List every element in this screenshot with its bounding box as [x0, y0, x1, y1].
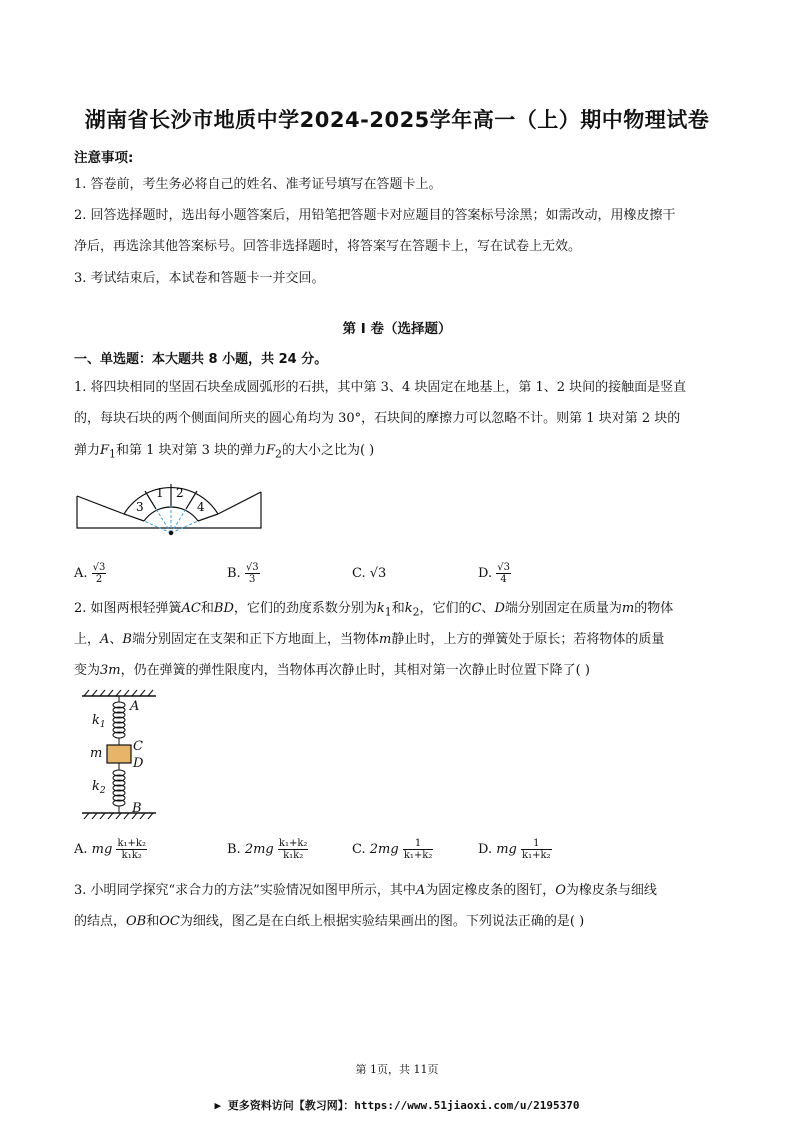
q2-label-A: A [130, 699, 140, 714]
q2-label-B: B [132, 801, 142, 816]
q2-label-m: m [90, 746, 103, 761]
q1-line-1: 1. 将四块相同的坚固石块垒成圆弧形的石拱，其中第 3、4 块固定在地基上，第 1、2 块间的接触面是竖直 [74, 380, 687, 395]
q1-option-d[interactable]: D. $\frac{√3}{4}$ [478, 562, 510, 585]
notice-item-2-cont: 净后，再选涂其他答案标号。回答非选择题时，将答案写在答题卡上，写在试卷上无效。 [74, 239, 582, 254]
section-heading: 第 I 卷（选择题） [342, 321, 452, 337]
page-footer: 第 1页，共 11页 [355, 1063, 439, 1076]
q3-line-1: 3. 小明同学探究“求合力的方法”实验情况如图甲所示，其中A为固定橡皮条的图钉，O为橡皮条与细线 [74, 883, 657, 898]
q1-option-c[interactable]: C. √3 [352, 566, 387, 581]
q2-label-k2: $k_2$ [92, 779, 106, 796]
q3-line-2: 的结点，OB和OC为细线，图乙是在白纸上根据实验结果画出的图。下列说法正确的是( ) [74, 914, 585, 929]
q2-spring-k2 [113, 763, 125, 813]
q2-spring-k1 [113, 696, 125, 745]
q1-label-1: 1 [156, 486, 164, 500]
q1-arch-inner [144, 507, 198, 521]
q2-label-k1: $k_1$ [92, 713, 106, 730]
q1-label-4: 4 [197, 500, 205, 514]
part-heading: 一、单选题：本大题共 8 小题，共 24 分。 [74, 352, 328, 367]
q1-option-b[interactable]: B. $\frac{√3}{3}$ [227, 562, 259, 585]
q2-line-2: 上，A、B端分别固定在支架和正下方地面上，当物体m静止时，上方的弹簧处于原长；若将物体的质量 [74, 632, 665, 647]
q1-arch-figure [74, 478, 264, 540]
q2-spring-figure [78, 688, 164, 824]
q2-option-b[interactable]: B. 2mg $\frac{\text{k₁+k₂}}{\text{k₁k₂}}$ [227, 838, 308, 861]
q1-line-2: 的，每块石块的两个侧面间所夹的圆心角均为 30°，石块间的摩擦力可以忽略不计。则第 1 块对第 2 块的 [74, 411, 681, 426]
notice-item-3: 3. 考试结束后，本试卷和答题卡一并交回。 [74, 271, 325, 286]
q2-option-a[interactable]: A. mg $\frac{\text{k₁+k₂}}{\text{k₁k₂}}$ [74, 838, 146, 861]
q1-line-3: 弹力$F_1$和第 1 块对第 3 块的弹力$F_2$的大小之比为( ) [74, 443, 375, 461]
q1-center-dot [169, 531, 173, 535]
q2-option-d[interactable]: D. mg $\frac{1}{\text{k₁+k₂}}$ [478, 838, 551, 861]
q1-radial-lines [144, 506, 198, 533]
notice-item-1: 1. 答卷前，考生务必将自己的姓名、准考证号填写在答题卡上。 [74, 177, 442, 192]
q1-f1: F [100, 443, 110, 458]
q1-option-a[interactable]: A. $\frac{√3}{2}$ [74, 562, 106, 585]
q2-label-C: C [133, 739, 143, 754]
q2-mass-block [107, 745, 131, 763]
q1-f2: F [266, 443, 276, 458]
notice-item-2: 2. 回答选择题时，选出每小题答案后，用铅笔把答题卡对应题目的答案标号涂黑；如需改动，用橡皮擦干 [74, 208, 676, 223]
q2-option-c[interactable]: C. 2mg $\frac{1}{\text{k₁+k₂}}$ [352, 838, 433, 861]
q1-label-3: 3 [136, 500, 144, 514]
resource-link[interactable]: ▶ 更多资料访问【教习网】：https://www.51jiaoxi.com/u/2195370 [214, 1099, 580, 1112]
page-title: 湖南省长沙市地质中学2024-2025学年高一（上）期中物理试卷 [84, 108, 710, 132]
q2-line-3: 变为3m，仍在弹簧的弹性限度内，当物体再次静止时，其相对第一次静止时位置下降了( ) [74, 663, 590, 678]
q1-label-2: 2 [176, 486, 184, 500]
notice-heading: 注意事项: [74, 150, 134, 166]
q2-line-1: 2. 如图两根轻弹簧AC和BD，它们的劲度系数分别为$k_1$和$k_2$，它们的C、D端分别固定在质量为m的物体 [74, 601, 674, 619]
q2-label-D: D [133, 756, 144, 771]
